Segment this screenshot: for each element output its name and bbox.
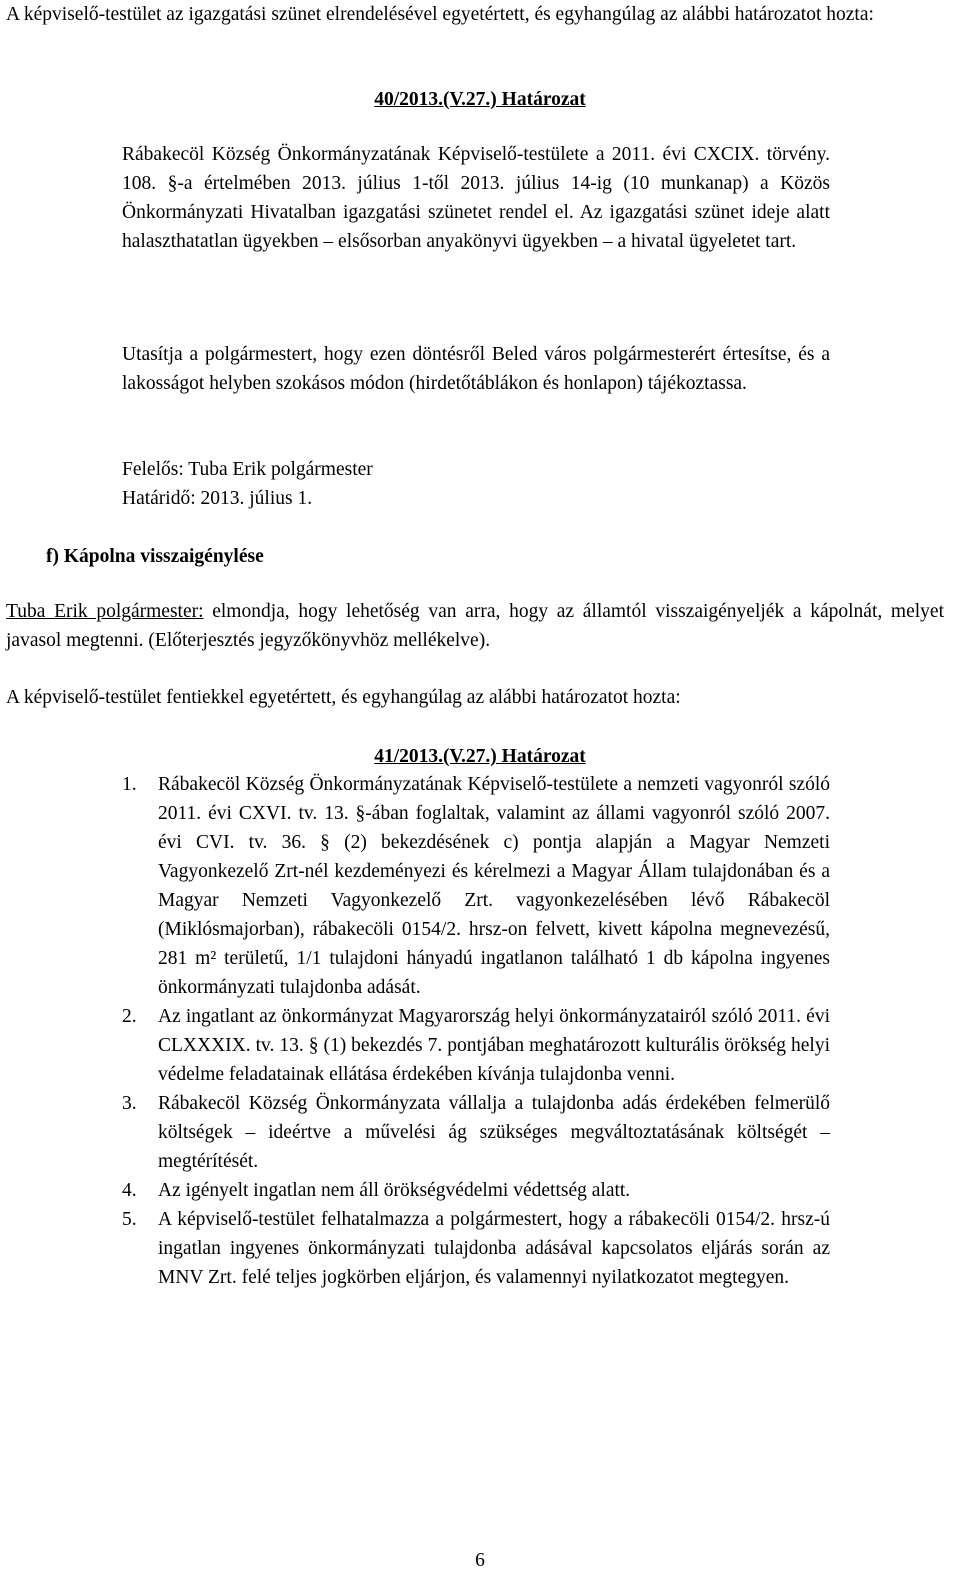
list-item-number: 3. (122, 1093, 137, 1114)
section-heading: f) Kápolna visszaigénylése (46, 546, 264, 567)
resolution-2-list (122, 770, 830, 1292)
list-item-text: Az ingatlant az önkormányzat Magyarország helyi önkormányzatairól szóló 2011. évi CLXXXIX. tv. 13. § (1) bekezdés 7. pontjában meghatározott kulturális örökség helyi védelme feladatainak ellátása érdekében kívánja tulajdonba venni. (158, 1006, 830, 1085)
list-item (122, 1002, 830, 1089)
speaker-paragraph (6, 597, 944, 655)
list-item (122, 1176, 830, 1205)
deadline-line: Határidő: 2013. július 1. (122, 488, 313, 509)
resolution-1-text: Rábakecöl Község Önkormányzatának Képviselő-testülete a 2011. évi CXCIX. törvény. 108. §-a értelmében 2013. július 1-től 2013. július 14-ig (10 munkanap) a Közös Önkormányzati Hivatalban igazgatási szünetet rendel el. Az igazgatási szünet ideje alatt halaszthatatlan ügyekben – elsősorban anyakönyvi ügyekben – a hivatal ügyeletet tart. (122, 144, 830, 252)
speaker-text: elmondja, hogy lehetőség van arra, hogy az államtól visszaigényeljék a kápolnát, melyet javasol megtenni. (Előterjesztés jegyzőkönyvhöz mellékelve). (6, 601, 944, 651)
list-item-number: 4. (122, 1180, 137, 1201)
intro-paragraph: A képviselő-testület az igazgatási szünet elrendelésével egyetértett, és egyhangúlag az alábbi határozatot hozta: (6, 4, 874, 25)
responsible-line: Felelős: Tuba Erik polgármester (122, 459, 373, 480)
list-item (122, 1205, 830, 1292)
resolution-1-meta (122, 455, 830, 513)
list-item-text: Az igényelt ingatlan nem áll örökségvédelmi védettség alatt. (158, 1180, 631, 1201)
list-item (122, 1089, 830, 1176)
list-item-number: 5. (122, 1209, 137, 1230)
resolution-2-title: 41/2013.(V.27.) Határozat (374, 746, 586, 767)
decision-intro: A képviselő-testület fentiekkel egyetértett, és egyhangúlag az alábbi határozatot hozta: (6, 687, 681, 708)
list-item-text: A képviselő-testület felhatalmazza a polgármestert, hogy a rábakecöli 0154/2. hrsz-ú ingatlan ingyenes önkormányzati tulajdonba adásával kapcsolatos eljárás során az MNV Zrt. felé teljes jogkörben eljárjon, és valamennyi nyilatkozatot megtegyen. (158, 1209, 830, 1288)
list-item-number: 1. (122, 774, 137, 795)
resolution-1-title: 40/2013.(V.27.) Határozat (374, 89, 586, 110)
speaker-name: Tuba Erik polgármester: (6, 601, 204, 622)
list-item-text: Rábakecöl Község Önkormányzatának Képviselő-testülete a nemzeti vagyonról szóló 2011. évi CXVI. tv. 13. §-ában foglaltak, valamint az állami vagyonról szóló 2007. évi CVI. tv. 36. § (2) bekezdésének c) pontja alapján a Magyar Nemzeti Vagyonkezelő Zrt-nél kezdeményezi és kérelmezi a Magyar Állam tulajdonában és a Magyar Nemzeti Vagyonkezelő Zrt. vagyonkezelésében lévő Rábakecöl (Miklósmajorban), rábakecöli 0154/2. hrsz-on felvett, kivett kápolna megnevezésű, 281 m² területű, 1/1 tulajdoni hányadú ingatlanon található 1 db kápolna ingyenes önkormányzati tulajdonba adását. (158, 774, 830, 998)
list-item (122, 770, 830, 1002)
list-item-number: 2. (122, 1006, 137, 1027)
list-item-text: Rábakecöl Község Önkormányzata vállalja a tulajdonba adás érdekében felmerülő költségek – ideértve a művelési ág szükséges megváltoztatásának költségét – megtérítését. (158, 1093, 830, 1172)
resolution-1-instruction: Utasítja a polgármestert, hogy ezen döntésről Beled város polgármesterért értesítse, és a lakosságot helyben szokásos módon (hirdetőtáblákon és honlapon) tájékoztassa. (122, 344, 830, 394)
page-number: 6 (475, 1550, 485, 1571)
